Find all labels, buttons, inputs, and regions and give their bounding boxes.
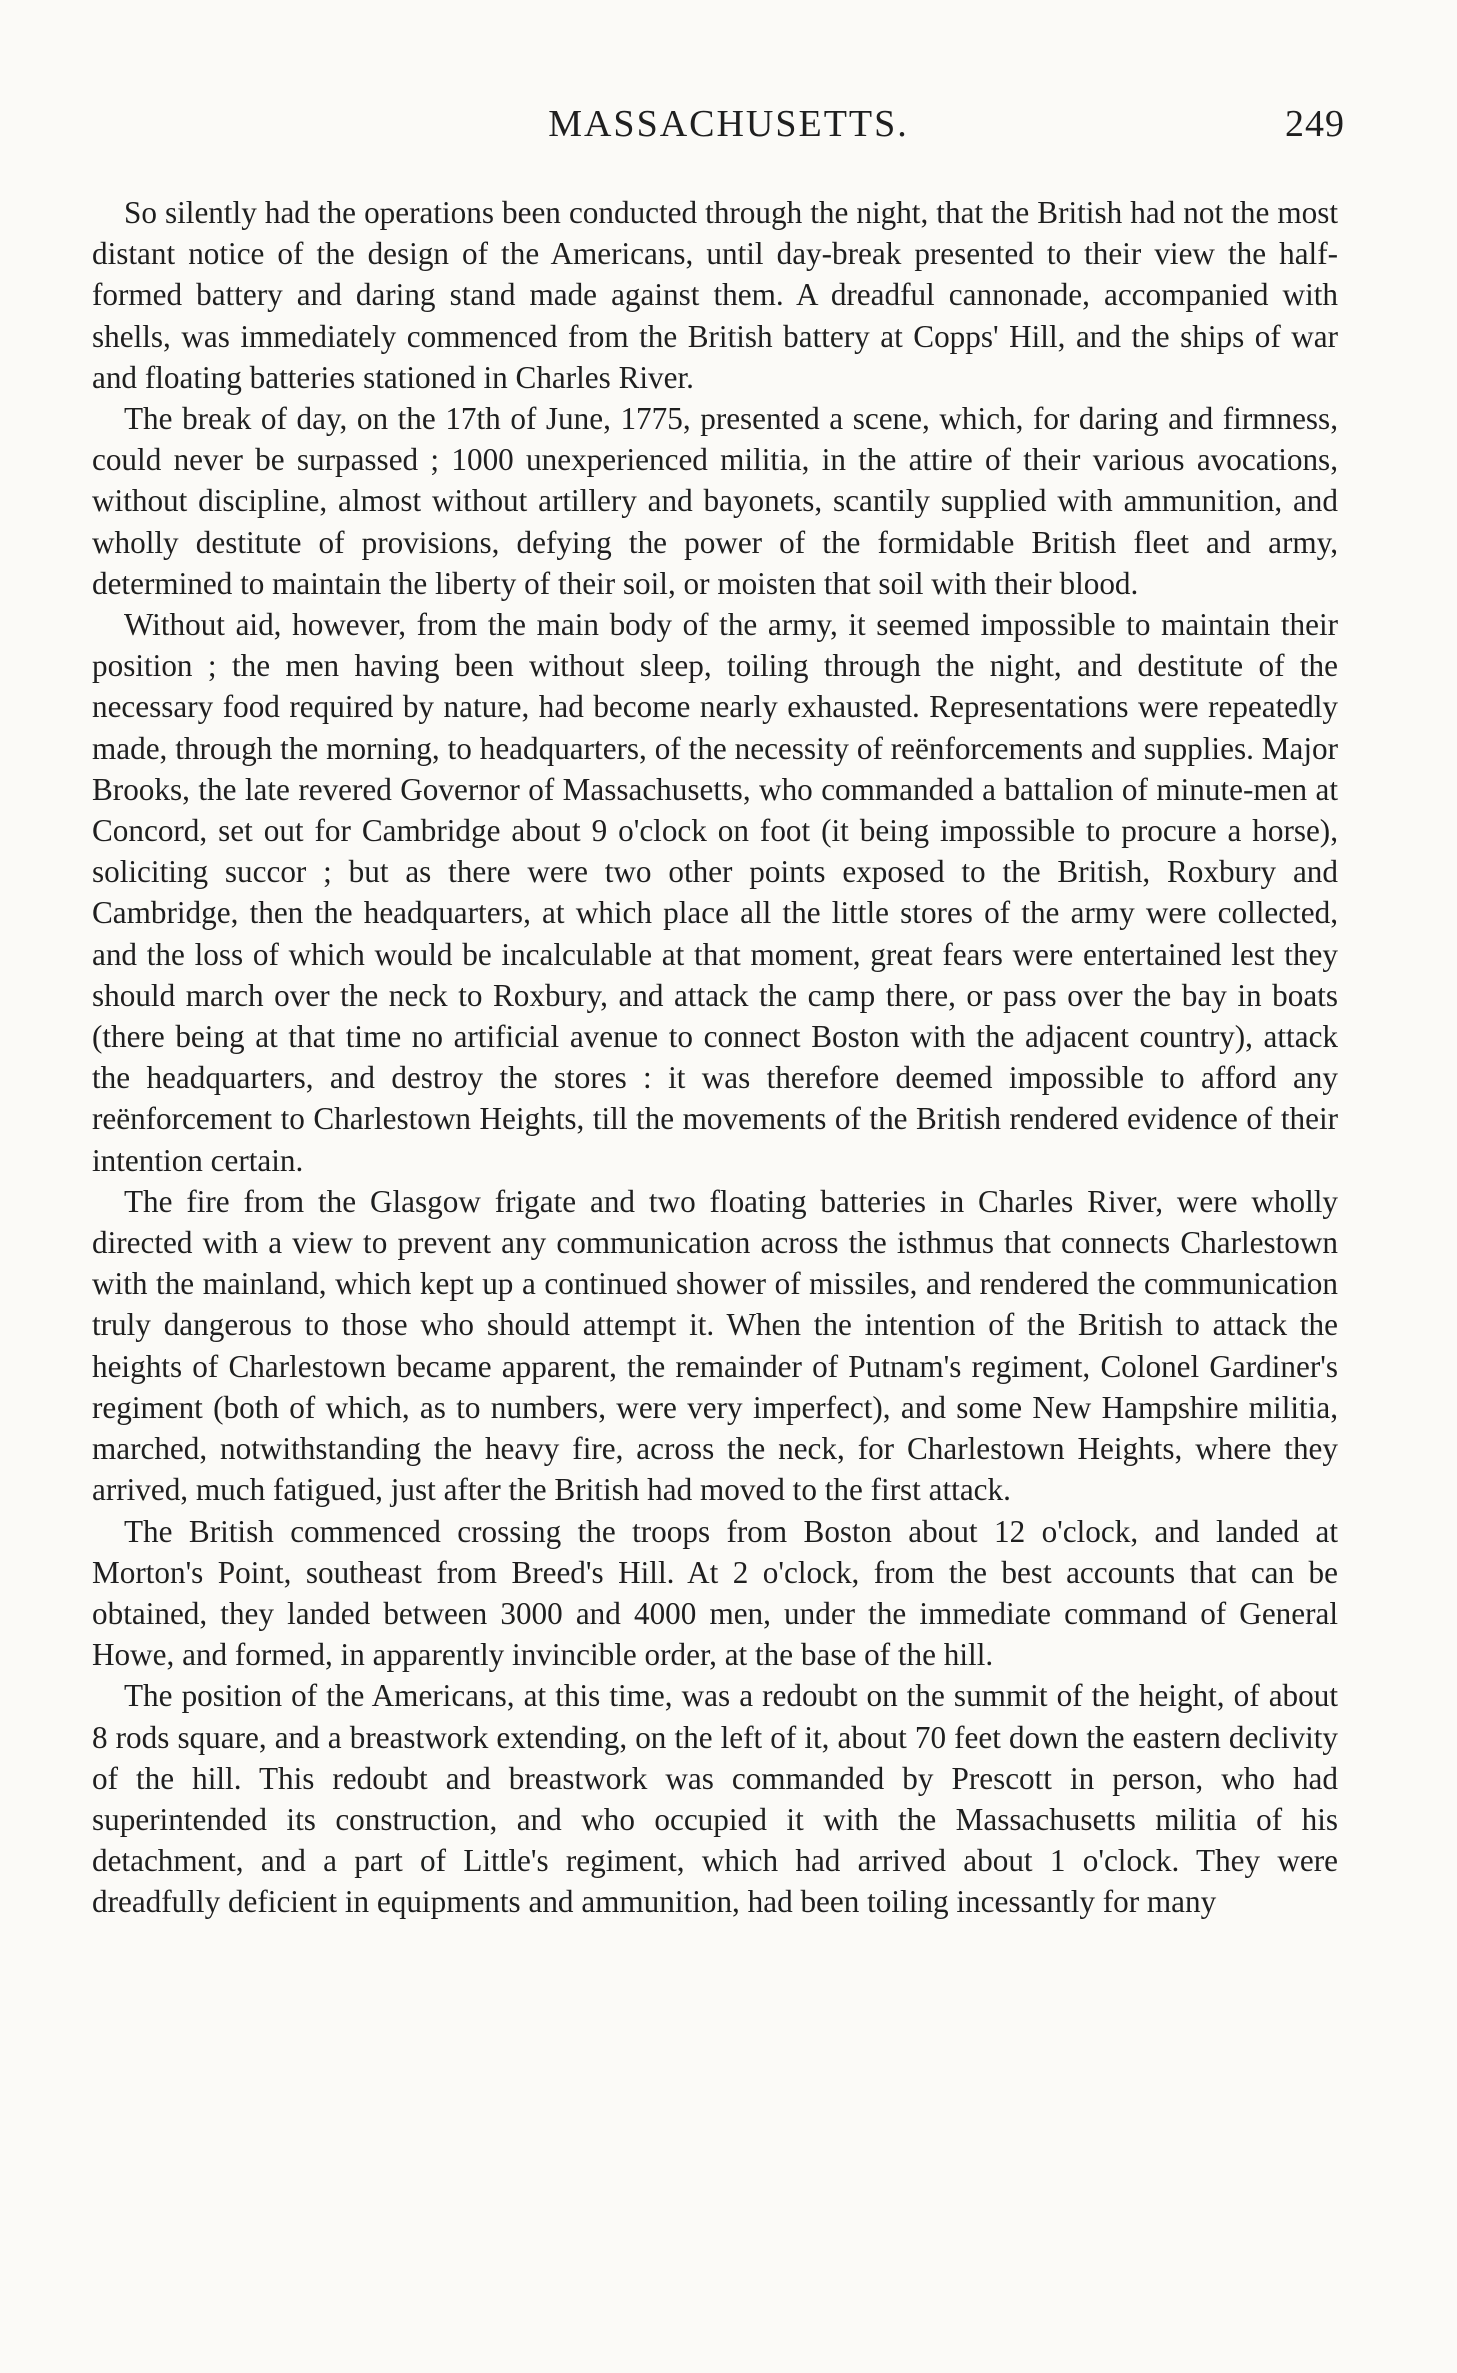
- running-head: MASSACHUSETTS.: [548, 103, 909, 145]
- paragraph-4: The fire from the Glasgow frigate and two floating batteries in Charles River, were wholly directed with a view to prevent any communication across the isthmus that connects Charlestown with the mainland, which kept up a continued shower of missiles, and rendered the communication truly dangerous to those who should attempt it. When the intention of the British to attack the heights of Charlestown became apparent, the remainder of Putnam's regiment, Colonel Gardiner's regiment (both of which, as to numbers, were very imperfect), and some New Hampshire militia, marched, notwithstanding the heavy fire, across the neck, for Charlestown Heights, where they arrived, much fatigued, just after the British had moved to the first attack.: [92, 1183, 1338, 1508]
- paragraph-1: So silently had the operations been conducted through the night, that the British had not the most distant notice of the design of the Americans, until day-break presented to their view the half-formed battery and daring stand made against them. A dreadful cannonade, accompanied with shells, was immediately commenced from the British battery at Copps' Hill, and the ships of war and floating batteries stationed in Charles River.: [92, 195, 1338, 395]
- page-header: [0, 102, 1457, 148]
- paragraph-3: Without aid, however, from the main body of the army, it seemed impossible to maintain their position ; the men having been without sleep, toiling through the night, and destitute of the necessary food required by nature, had become nearly exhausted. Representations were repeatedly made, through the morning, to headquarters, of the necessity of reënforcements and supplies. Major Brooks, the late revered Governor of Massachusetts, who commanded a battalion of minute-men at Concord, set out for Cambridge about 9 o'clock on foot (it being impossible to procure a horse), soliciting succor ; but as there were two other points exposed to the British, Roxbury and Cambridge, then the headquarters, at which place all the little stores of the army were collected, and the loss of which would be incalculable at that moment, great fears were entertained lest they should march over the neck to Roxbury, and attack the camp there, or pass over the bay in boats (there being at that time no artificial avenue to connect Boston with the adjacent country), attack the headquarters, and destroy the stores : it was therefore deemed impossible to afford any reënforcement to Charlestown Heights, till the movements of the British rendered evidence of their intention certain.: [92, 607, 1338, 1178]
- paragraph-5: The British commenced crossing the troops from Boston about 12 o'clock, and landed at Morton's Point, southeast from Breed's Hill. At 2 o'clock, from the best accounts that can be obtained, they landed between 3000 and 4000 men, under the immediate command of General Howe, and formed, in apparently invincible order, at the base of the hill.: [92, 1513, 1338, 1673]
- page-number: 249: [1285, 103, 1345, 145]
- body-text: [92, 192, 1338, 1923]
- paragraph-2: The break of day, on the 17th of June, 1775, presented a scene, which, for daring and firmness, could never be surpassed ; 1000 unexperienced militia, in the attire of their various avocations, without discipline, almost without artillery and bayonets, scantily supplied with ammunition, and wholly destitute of provisions, defying the power of the formidable British fleet and army, determined to maintain the liberty of their soil, or moisten that soil with their blood.: [92, 401, 1338, 601]
- paragraph-6: The position of the Americans, at this time, was a redoubt on the summit of the height, of about 8 rods square, and a breastwork extending, on the left of it, about 70 feet down the eastern declivity of the hill. This redoubt and breastwork was commanded by Prescott in person, who had superintended its construction, and who occupied it with the Massachusetts militia of his detachment, and a part of Little's regiment, which had arrived about 1 o'clock. They were dreadfully deficient in equipments and ammunition, had been toiling incessantly for many: [92, 1678, 1338, 1920]
